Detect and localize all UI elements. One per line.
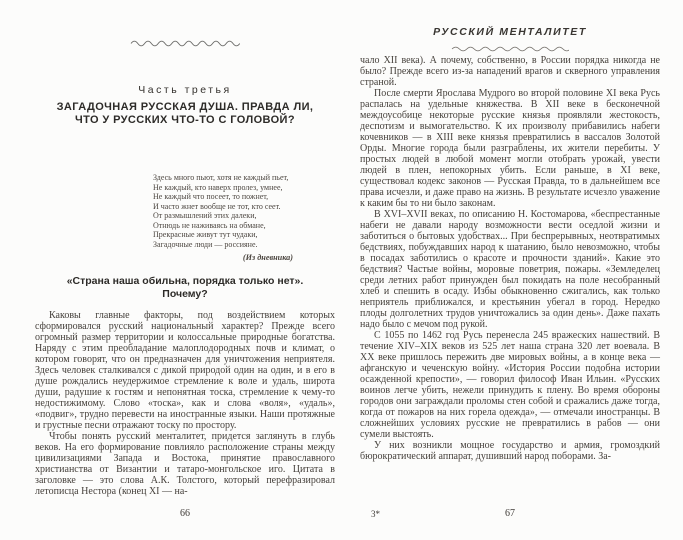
page-number-right: 67 (505, 508, 515, 519)
page-left (35, 28, 335, 497)
running-header-underline (360, 39, 660, 47)
body-paragraph: Каковы главные факторы, под воздействием которых сформировался русский национальный характер? Прежде всего огромный размер территории и колоссальные природные богатства. Наряду с этим преобладание малоплодородных почв и климат, о котором говорят, что он предназначен для уничтожения неприятеля. Здесь человек сталкивался с дикой природой один на один, и в его в душе рождались неудержимое стремление к воле и удаль, широта души, радушие к гостям и непонятная тоска, стремление к чему-то недостижимому. Слово «тоска», как и слова «воля», «удаль», «подвиг», трудно перевести на иностранные языки. Наши протяжные и грустные песни отражают тоску по простору. (35, 310, 335, 431)
body-paragraph: После смерти Ярослава Мудрого во второй половине XI века Русь распалась на удельные княжества. В XII веке в бесконечной междоусобице некоторые русские князья проявляли жестокость, деспотизм и вымогательство. К их произволу прибавились набеги кочевников — в XIII веке князья превратились в вассалов Золотой Орды. Многие города были разграблены, их жители перебиты. У простых людей в любой момент могли отобрать урожай, увести людей в плен, непокорных убить. Если раньше, в XI веке, существовал кодекс законов — Русская Правда, то в дальнейшем все права исчезли, и даже право на жизнь. В результате исчезло уважение к каким бы то ни было законам. (360, 88, 660, 209)
epigraph-line: Отнюдь не наживаясь на обмане, (153, 220, 266, 230)
body-paragraph: Чтобы понять русский менталитет, придется заглянуть в глубь веков. На его формирование повлияло расположение страны между цивилизациями Запада и Востока, принятие православного христианства от Византии и татаро-монгольское иго. Цитата в заголовке — это слова А.К. Толстого, который перефразировал летописца Нестора (конец XI — на- (35, 431, 335, 497)
epigraph-line: Загадочные люди — россияне. (153, 239, 258, 249)
epigraph-line: Здесь много пьют, хотя не каждый пьет, (153, 173, 289, 182)
part-title (35, 101, 335, 127)
chapter-ornament (35, 34, 335, 44)
page-right (360, 26, 660, 462)
epigraph-line: Не каждый что посеет, то пожнет, (153, 192, 269, 201)
epigraph-line: И часто жнет вообще не тот, кто сеет. (153, 201, 281, 211)
body-paragraph: С 1055 по 1462 год Русь перенесла 245 вражеских нашествий. В течение XIV–XIX веков из 525 лет наша страна 320 лет воевала. В XX веке пришлось пережить две мировых войны, а в конце века — афганскую и чеченскую войну. «История России подобна истории осажденной крепости», — говорил философ Иван Ильин. «Русских воинов легче убить, нежели принудить к плену. Во время обороны городов они заграждали проломы стен собой и сражались даже тогда, когда от пожаров на них горела одежда», — отмечали иностранцы. В сложнейших условиях русские не превратились в рабов — они сумели выстоять. (360, 330, 660, 440)
question-heading-line-2: Почему? (162, 288, 208, 300)
epigraph-poem (153, 173, 303, 249)
epigraph-line: Не каждый, кто наверх пролез, умнее, (153, 182, 283, 192)
signature-mark: 3* (371, 509, 380, 519)
epigraph-line: Прекрасные живут тут чудаки, (153, 230, 258, 239)
question-heading-line-1: «Страна наша обильна, порядка только нет». (66, 275, 304, 287)
wavy-line-icon (130, 39, 240, 47)
wavy-underline-icon (451, 45, 569, 52)
body-paragraph: чало XII века). А почему, собственно, в России порядка никогда не было? Прежде всего из-за нападений врагов и скверного управления страной. (360, 55, 660, 88)
epigraph-line: От размышлений этих далеки, (153, 211, 257, 220)
part-label: Часть третья (138, 84, 232, 96)
epigraph-source: (Из дневника) (242, 253, 293, 262)
page-number-left: 66 (180, 508, 190, 519)
body-paragraph: В XVI–XVII веках, по описанию Н. Костомарова, «беспрестанные набеги не давали народу возможности вести оседлой жизни и заботиться о бытовых удобствах... При беспрерывных, неотвратимых бедствиях, побуждавших народ к шатанию, было невозможно, чтобы в посадах заботились о красоте и прочности зданий». Какие это бедствия? Частые войны, моровые поветрия, пожары. «Земледелец среди летних работ принужден был покидать на поле несобранный хлеб и спешить в осаду. Избы обыкновенно сжигались, как только неприятель приближался, и крестьянин убегал в город. Нередко плоды долголетних трудов уничтожались за один день». Даже пахать надо было с мечом под рукой. (360, 209, 660, 330)
body-paragraph: У них возникли мощное государство и армия, громоздкий бюрократический аппарат, душивший народ поборами. За- (360, 440, 660, 462)
section-question-heading (35, 275, 335, 301)
right-page-body (360, 55, 660, 462)
part-title-line-1: ЗАГАДОЧНАЯ РУССКАЯ ДУША. ПРАВДА ЛИ, (56, 101, 314, 113)
running-header: РУССКИЙ МЕНТАЛИТЕТ (433, 26, 587, 38)
left-page-body (35, 310, 335, 497)
part-title-line-2: ЧТО У РУССКИХ ЧТО-ТО С ГОЛОВОЙ? (75, 114, 295, 126)
